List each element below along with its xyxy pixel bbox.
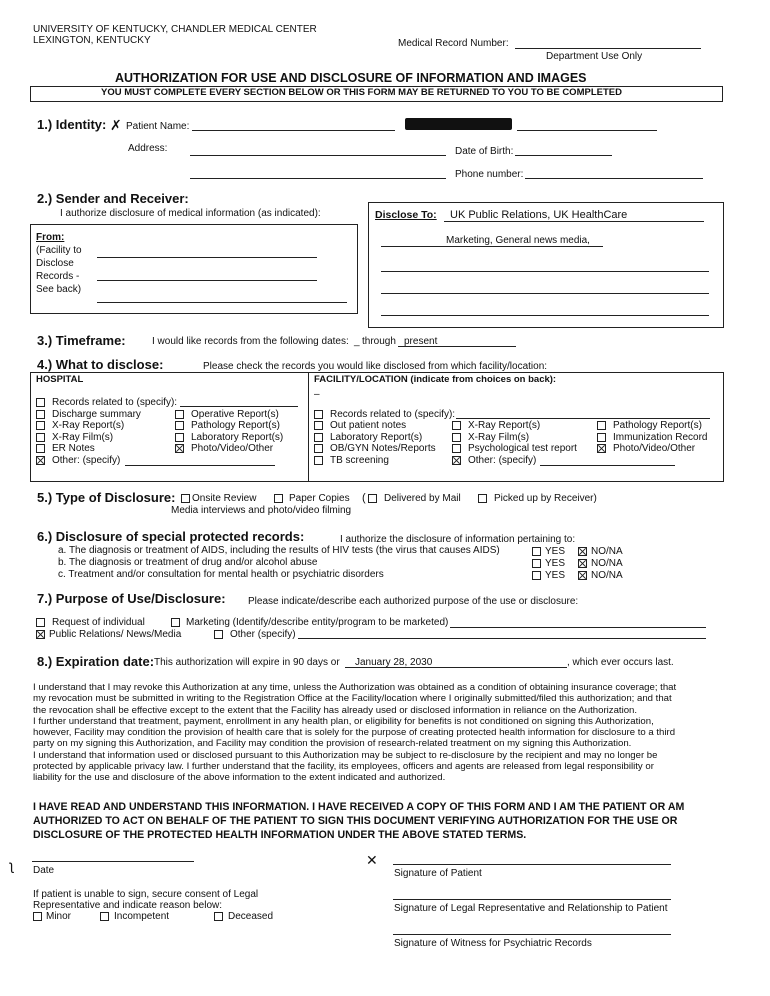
marketing-field[interactable] [450,627,706,628]
facility-other-label: Other: (specify) [468,455,537,466]
drug-no-label: NO/NA [591,558,623,569]
aids-yes-checkbox[interactable] [532,547,541,556]
from-line-4: See back) [36,284,82,295]
onsite-review-label: Onsite Review [192,493,257,504]
obgyn-notes-checkbox[interactable] [314,444,323,453]
witness-signature-field[interactable] [393,934,671,935]
disclose-to-field-1[interactable] [444,221,704,222]
timeframe-heading: 3.) Timeframe: [37,333,126,348]
patient-signature-field[interactable] [393,864,671,865]
facility-pathology-report-checkbox[interactable] [597,421,606,430]
from-label: From: [36,232,65,243]
mrn-field[interactable] [515,48,701,49]
discharge-summary-checkbox[interactable] [36,410,45,419]
deceased-checkbox[interactable] [214,912,223,921]
address-label: Address: [128,143,168,154]
tb-screening-checkbox[interactable] [314,456,323,465]
from-field-1[interactable] [97,257,317,258]
special-records-intro: I authorize the disclosure of information pertaining to: [340,534,576,545]
deceased-label: Deceased [228,911,274,922]
marketing-checkbox[interactable] [171,618,180,627]
institution-location: LEXINGTON, KENTUCKY [33,35,151,46]
facility-xray-film-checkbox[interactable] [452,433,461,442]
hospital-records-related-checkbox[interactable] [36,398,45,407]
department-use-note: Department Use Only [546,51,643,62]
facility-photo-video-label: Photo/Video/Other [613,443,696,454]
patient-signature-label: Signature of Patient [394,868,482,879]
hospital-label: HOSPITAL [36,374,84,385]
timeframe-end: present [404,336,438,347]
from-line-2: Disclose [36,258,74,269]
hospital-other-checkbox[interactable] [36,456,45,465]
special-item-mental: c. Treatment and/or consultation for mental health or psychiatric disorders [58,569,384,580]
identity-heading: 1.) Identity: [37,117,107,132]
sign-here-mark-icon: ✕ [366,852,378,868]
hospital-xray-report-checkbox[interactable] [36,421,45,430]
from-field-2[interactable] [97,280,317,281]
hospital-xray-film-checkbox[interactable] [36,433,45,442]
discharge-summary-label: Discharge summary [52,409,141,420]
facility-xray-report-checkbox[interactable] [452,421,461,430]
facility-xray-film-label: X-Ray Film(s) [468,432,530,443]
mental-yes-label: YES [545,570,566,581]
disclose-to-field-3[interactable] [381,271,709,272]
operative-report-checkbox[interactable] [175,410,184,419]
expiration-heading: 8.) Expiration date: [37,654,155,669]
facility-other-field[interactable] [540,465,675,466]
minor-checkbox[interactable] [33,912,42,921]
expiration-text: This authorization will expire in 90 days or [154,657,340,668]
redaction-block [405,118,512,130]
hospital-xray-film-label: X-Ray Film(s) [52,432,114,443]
operative-report-label: Operative Report(s) [191,409,279,420]
phone-label: Phone number: [455,169,524,180]
disclose-to-value: UK Public Relations, UK HealthCare [450,209,628,221]
purpose-instruction: Please indicate/describe each authorized purpose of the use or disclosure: [248,596,579,607]
picked-up-label: Picked up by Receiver) [494,493,597,504]
legal-rep-signature-label: Signature of Legal Representative and Relationship to Patient [394,903,668,914]
address-field-1[interactable] [190,155,446,156]
facility-lab-report-checkbox[interactable] [314,433,323,442]
outpatient-notes-checkbox[interactable] [314,421,323,430]
from-line-1: (Facility to [36,245,82,256]
mental-no-checkbox[interactable] [578,571,587,580]
authorize-text: I authorize disclosure of medical information (as indicated): [60,208,321,219]
mail-paren: ( [362,492,366,504]
facility-records-related-field[interactable] [456,418,710,419]
minor-label: Minor [46,911,72,922]
timeframe-end-field[interactable] [398,346,516,347]
drug-no-checkbox[interactable] [578,559,587,568]
facility-photo-video-checkbox[interactable] [597,444,606,453]
tick-mark-icon: ʅ [10,857,14,873]
facility-dash: – [314,389,320,400]
immunization-record-checkbox[interactable] [597,433,606,442]
revocation-terms-text: I understand that I may revoke this Authorization at any time, unless the Authorization was obtained as a condition of obtaining insurance coverage; that my revocation must be submitted in writing to the Registration Office at the Facility/location where I originally submitted/filed this authorization; and that the revocation shall be effective except to the extent that the Facility has already used or disclosed information in reliance on the Authorization. I further understand that treatment, payment, enrollment in any health plan, or eligibility for benefits is not conditioned on signing this Authorization, however, Facility may condition the provision of health care that is solely for the purpose of creating protected health information for disclosure to a third party on my signing this Authorization, and Facility may condition the provision of research-related treatment on my signing this Authorization. I understand that information used or disclosed pursuant to this Authorization may be subject to re-disclosure by the recipient and may no longer be protected by applicable privacy law. I further understand that the facility, its employees, officers and agents are released from legal responsibility or liability for the use and disclosure of the above information to the extent indicated and authorized. [33,682,677,784]
form-title: AUTHORIZATION FOR USE AND DISCLOSURE OF INFORMATION AND IMAGES [115,71,587,85]
mental-yes-checkbox[interactable] [532,571,541,580]
hospital-photo-video-label: Photo/Video/Other [191,443,274,454]
obgyn-notes-label: OB/GYN Notes/Reports [330,443,436,454]
address-field-2[interactable] [190,178,446,179]
hospital-pathology-report-label: Pathology Report(s) [191,420,280,431]
psych-test-report-label: Psychological test report [468,443,577,454]
subtitle-banner [30,86,723,102]
facility-pathology-report-label: Pathology Report(s) [613,420,702,431]
subtitle-text: YOU MUST COMPLETE EVERY SECTION BELOW OR THIS FORM MAY BE RETURNED TO YOU TO BE COMPLETED [101,87,622,98]
marketing-label: Marketing (Identify/describe entity/program to be marketed) [186,617,449,628]
purpose-other-label: Other (specify) [230,629,296,640]
expiration-date: January 28, 2030 [355,657,433,668]
outpatient-notes-label: Out patient notes [330,420,407,431]
delivered-by-mail-label: Delivered by Mail [384,493,461,504]
incompetent-label: Incompetent [114,911,170,922]
legal-rep-signature-field[interactable] [393,899,671,900]
from-box [30,224,358,314]
paper-copies-label: Paper Copies [289,493,350,504]
type-of-disclosure-heading: 5.) Type of Disclosure: [37,490,176,505]
acknowledgement-text: I HAVE READ AND UNDERSTAND THIS INFORMATION. I HAVE RECEIVED A COPY OF THIS FORM AND I AM THE PATIENT OR AM AUTHORIZED TO ACT ON BEHALF OF THE PATIENT TO SIGN THIS DOCUMENT VERIFYING AUTHORIZATION FOR THE USE OR DISCLOSURE OF THE PROTECTED HEALTH INFORMATION UNDER THE ABOVE STATED TERMS. [33,801,685,841]
public-relations-checkbox[interactable] [36,630,45,639]
hospital-other-label: Other: (specify) [52,455,121,466]
hospital-lab-report-label: Laboratory Report(s) [191,432,284,443]
onsite-review-checkbox[interactable] [181,494,190,503]
institution-name: UNIVERSITY OF KENTUCKY, CHANDLER MEDICAL CENTER [33,24,317,35]
facility-lab-report-label: Laboratory Report(s) [330,432,423,443]
patient-name-field-2[interactable] [517,130,657,131]
special-item-drug: b. The diagnosis or treatment of drug and/or alcohol abuse [58,557,318,568]
timeframe-text: I would like records from the following dates: [152,336,349,347]
special-item-aids: a. The diagnosis or treatment of AIDS, including the results of HIV tests (the virus that causes AIDS) [58,545,500,556]
records-divider [308,372,309,481]
incompetent-checkbox[interactable] [100,912,109,921]
disclose-to-field-5[interactable] [381,315,709,316]
facility-records-related-checkbox[interactable] [314,410,323,419]
facility-other-checkbox[interactable] [452,456,461,465]
hospital-lab-report-checkbox[interactable] [175,433,184,442]
hospital-records-related-label: Records related to (specify): [52,397,178,408]
from-field-3[interactable] [97,302,347,303]
request-individual-label: Request of individual [52,617,145,628]
signature-mark-icon: ✗ [110,117,122,133]
paper-copies-checkbox[interactable] [274,494,283,503]
aids-no-checkbox[interactable] [578,547,587,556]
expiration-suffix: , which ever occurs last. [567,657,674,668]
from-line-3: Records - [36,271,80,282]
mrn-label: Medical Record Number: [398,38,509,49]
purpose-heading: 7.) Purpose of Use/Disclosure: [37,591,226,606]
media-interviews-note: Media interviews and photo/video filming [171,505,352,516]
picked-up-checkbox[interactable] [478,494,487,503]
request-individual-checkbox[interactable] [36,618,45,627]
expiration-date-field[interactable] [345,667,567,668]
aids-yes-label: YES [545,546,566,557]
what-to-disclose-heading: 4.) What to disclose: [37,357,164,372]
phone-field[interactable] [525,178,703,179]
disclose-to-box [368,202,724,328]
facility-label: FACILITY/LOCATION (indicate from choices on back): [314,374,557,385]
facility-records-related-label: Records related to (specify): [330,409,456,420]
date-label: Date [33,865,55,876]
tb-screening-label: TB screening [330,455,389,466]
date-field[interactable] [32,861,194,862]
timeframe-start: _ [354,336,360,347]
hospital-photo-video-checkbox[interactable] [175,444,184,453]
through-label: through [362,336,396,347]
drug-yes-label: YES [545,558,566,569]
er-notes-checkbox[interactable] [36,444,45,453]
disclose-to-label: Disclose To: [375,209,437,221]
patient-name-field[interactable] [192,130,395,131]
public-relations-label: Public Relations/ News/Media [49,629,182,640]
disclose-to-field-2[interactable] [381,246,603,247]
sender-receiver-heading: 2.) Sender and Receiver: [37,191,189,206]
hospital-pathology-report-checkbox[interactable] [175,421,184,430]
disclose-to-line-2: Marketing, General news media, [446,235,590,246]
hospital-other-field[interactable] [125,465,275,466]
immunization-record-label: Immunization Record [613,432,708,443]
witness-signature-label: Signature of Witness for Psychiatric Records [394,938,592,949]
special-records-heading: 6.) Disclosure of special protected records: [37,529,305,544]
psych-test-report-checkbox[interactable] [452,444,461,453]
facility-xray-report-label: X-Ray Report(s) [468,420,541,431]
dob-label: Date of Birth: [455,146,514,157]
what-instruction: Please check the records you would like disclosed from which facility/location: [203,361,548,372]
aids-no-label: NO/NA [591,546,623,557]
dob-field[interactable] [515,155,612,156]
patient-name-label: Patient Name: [126,121,190,132]
mental-no-label: NO/NA [591,570,623,581]
er-notes-label: ER Notes [52,443,95,454]
unable-to-sign-text: If patient is unable to sign, secure consent of Legal Representative and indicate reason below: [33,889,259,911]
disclose-to-field-4[interactable] [381,293,709,294]
purpose-other-checkbox[interactable] [214,630,223,639]
purpose-other-field[interactable] [298,638,706,639]
delivered-by-mail-checkbox[interactable] [368,494,377,503]
hospital-records-related-field[interactable] [180,406,298,407]
hospital-xray-report-label: X-Ray Report(s) [52,420,125,431]
drug-yes-checkbox[interactable] [532,559,541,568]
